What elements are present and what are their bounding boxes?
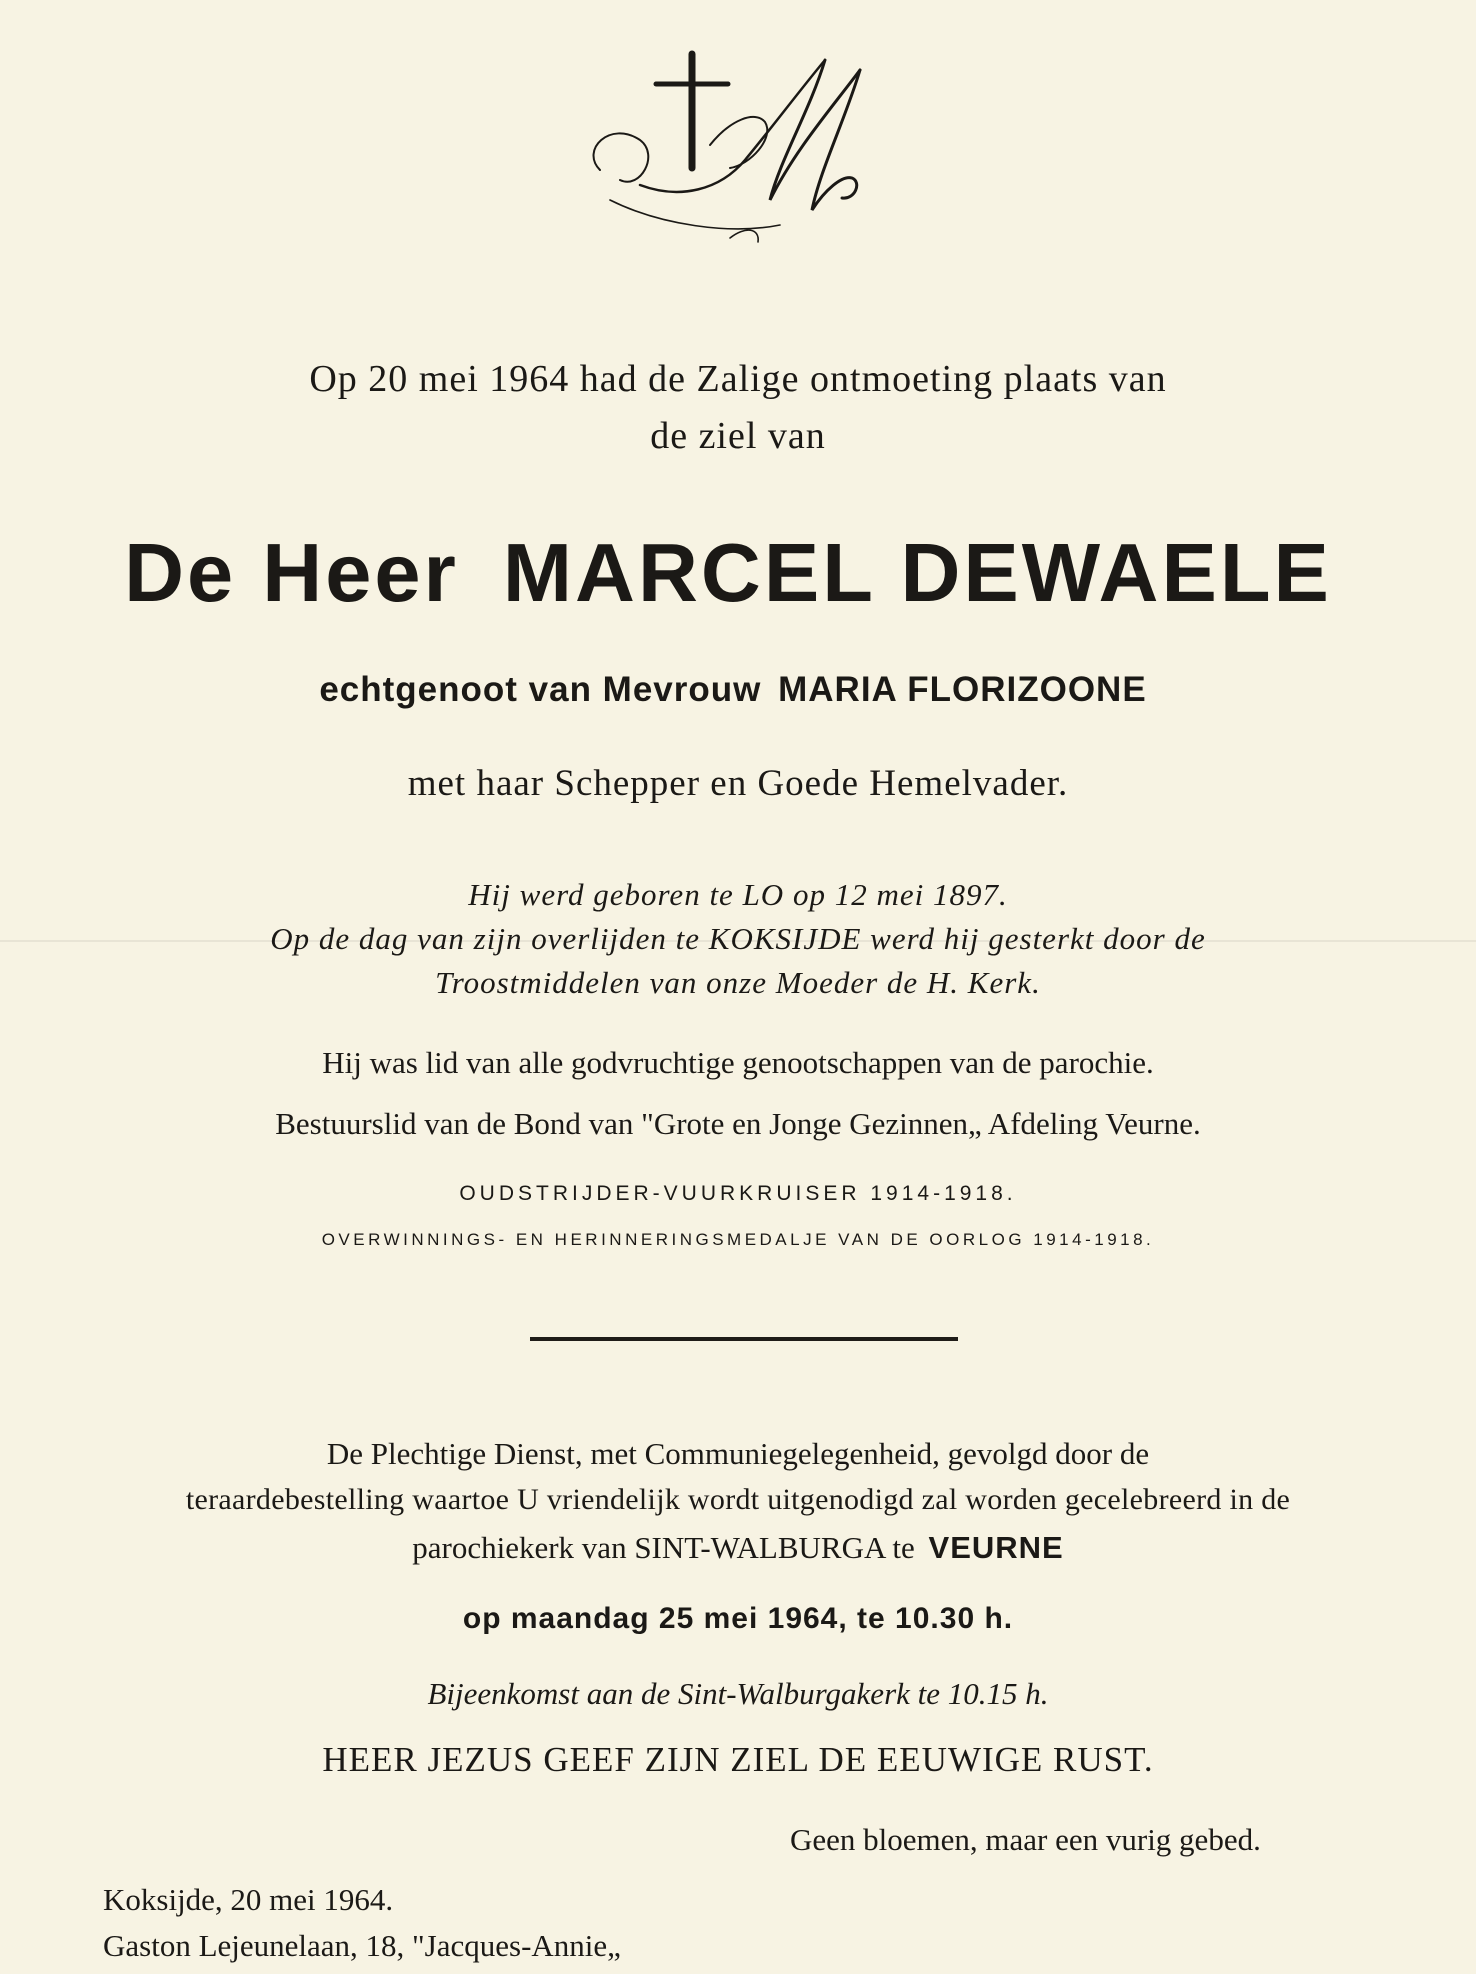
intro-line-2: de ziel van <box>650 415 826 457</box>
board-line: Bestuurslid van de Bond van "Grote en Jonge Gezinnen„ Afdeling Veurne. <box>275 1106 1201 1141</box>
service-line-2: teraardebestelling waartoe U vriendelijk wordt uitgenodigd zal worden gecelebreerd in de <box>185 1483 1291 1516</box>
spouse-prefix: echtgenoot van Mevrouw <box>319 670 762 709</box>
membership-line: Hij was lid van alle godvruchtige genootschappen van de parochie. <box>322 1045 1154 1080</box>
creator-line: met haar Schepper en Goede Hemelvader. <box>407 763 1069 804</box>
address-line: Gaston Lejeunelaan, 18, "Jacques-Annie„ <box>103 1928 621 1963</box>
prayer-line: HEER JEZUS GEEF ZIJN ZIEL DE EEUWIGE RUST. <box>322 1740 1154 1779</box>
death-line-1: Op de dag van zijn overlijden te KOKSIJDE werd hij gesterkt door de <box>270 921 1206 956</box>
service-church: parochiekerk van SINT-WALBURGA te <box>412 1530 915 1565</box>
service-date: op maandag 25 mei 1964, te 10.30 h. <box>462 1602 1014 1635</box>
deceased-heading <box>0 525 1466 621</box>
flowers-line: Geen bloemen, maar een vurig gebed. <box>790 1822 1261 1857</box>
spouse-line <box>0 670 1471 710</box>
service-line-3 <box>0 1530 1476 1566</box>
gathering-line: Bijeenkomst aan de Sint-Walburgakerk te 10.15 h. <box>427 1676 1049 1711</box>
deceased-name: MARCEL DEWAELE <box>502 526 1332 619</box>
service-city: VEURNE <box>928 1530 1064 1565</box>
cross-m-monogram-icon <box>580 50 900 250</box>
honors-line-1: OUDSTRIJDER-VUURKRUISER 1914-1918. <box>459 1182 1017 1205</box>
service-line-1: De Plechtige Dienst, met Communiegelegenheid, gevolgd door de <box>326 1436 1150 1471</box>
divider-rule <box>530 1337 958 1341</box>
place-date: Koksijde, 20 mei 1964. <box>103 1882 394 1917</box>
deceased-title: De Heer <box>124 526 459 619</box>
spouse-name: MARIA FLORIZOONE <box>778 670 1147 709</box>
death-line-2: Troostmiddelen van onze Moeder de H. Kerk. <box>435 965 1041 1000</box>
born-line: Hij werd geboren te LO op 12 mei 1897. <box>468 877 1008 912</box>
intro-line-1: Op 20 mei 1964 had de Zalige ontmoeting plaats van <box>309 358 1167 400</box>
honors-line-2: OVERWINNINGS- EN HERINNERINGSMEDALJE VAN DE OORLOG 1914-1918. <box>321 1230 1155 1249</box>
